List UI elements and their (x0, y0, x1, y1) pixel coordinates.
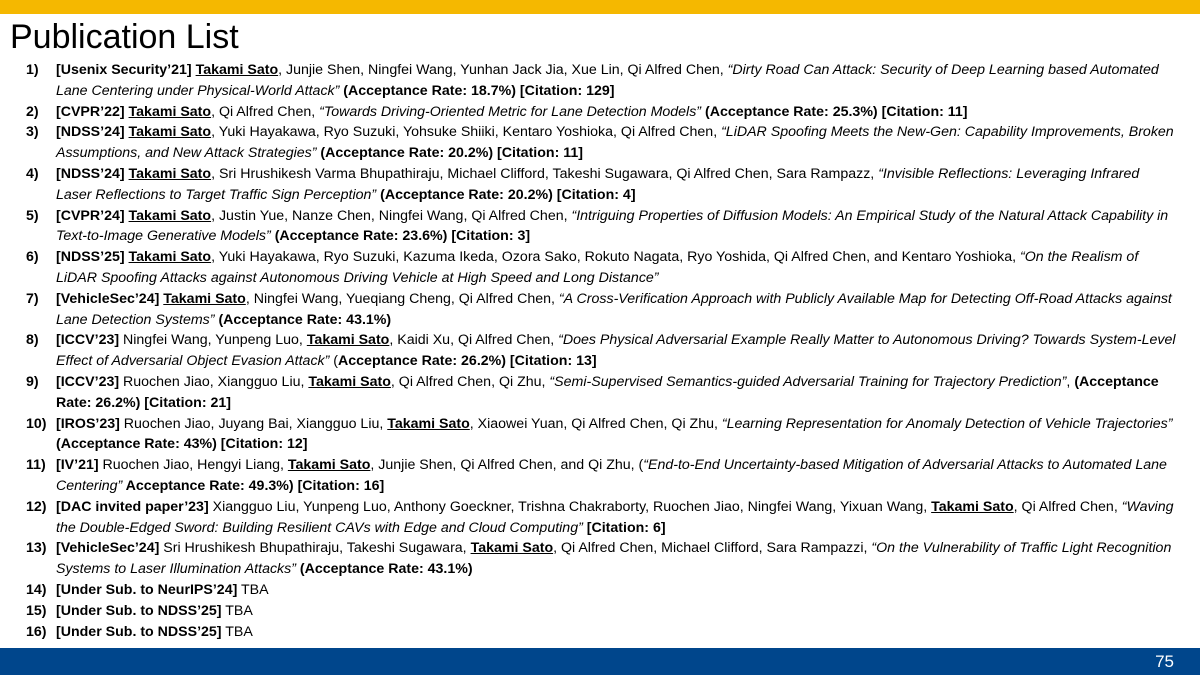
acceptance-citation: (Acceptance Rate: 43.1%) (214, 311, 392, 328)
authors-before: Ruochen Jiao, Juyang Bai, Xiangguo Liu, (119, 415, 388, 432)
authors-after: , Xiaowei Yuan, Qi Alfred Chen, Qi Zhu, (469, 415, 722, 432)
pub-number: 7) (26, 290, 39, 307)
venue-label: [VehicleSec’24] (56, 540, 160, 557)
venue-label: [IV’21] (56, 457, 99, 474)
venue-label: [Under Sub. to NeurIPS’24] (56, 581, 238, 598)
pub-number: 13) (26, 540, 47, 557)
publication-item (26, 102, 1176, 123)
authors-before: TBA (237, 581, 269, 598)
publication-item (26, 580, 1176, 601)
publication-item (26, 372, 1176, 414)
authors-before: Ruochen Jiao, Xiangguo Liu, (119, 373, 309, 390)
highlighted-author: Takami Sato (128, 207, 212, 224)
publication-item (26, 164, 1176, 206)
pub-number: 9) (26, 373, 39, 390)
acceptance-citation: Acceptance Rate: 49.3%) [Citation: 16] (122, 477, 385, 494)
pub-number: 5) (26, 207, 39, 224)
publication-item (26, 206, 1176, 248)
authors-after: , Yuki Hayakawa, Ryo Suzuki, Kazuma Ikeda, Ozora Sako, Rokuto Nagata, Ryo Yoshida, Qi Alfred Chen, and Kentaro Yoshioka, (211, 249, 1020, 266)
highlighted-author: Takami Sato (306, 332, 390, 349)
authors-before: TBA (221, 602, 253, 619)
top-accent-bar (0, 0, 1200, 14)
acceptance-citation: (Acceptance Rate: 43%) [Citation: 12] (56, 436, 308, 453)
acceptance-citation: (Acceptance Rate: 23.6%) [Citation: 3] (270, 228, 531, 245)
separator-text: , (1066, 373, 1075, 390)
pub-number: 3) (26, 124, 39, 141)
pub-number: 2) (26, 103, 39, 120)
publication-item (26, 60, 1176, 102)
paper-title: “End-to-End Uncertainty-based Mitigation of Adversarial Attacks to Automated Lane Centering” (56, 457, 1167, 494)
authors-after: , Qi Alfred Chen, (1013, 498, 1122, 515)
authors-before: TBA (221, 623, 253, 640)
highlighted-author: Takami Sato (195, 62, 279, 78)
publication-item (26, 330, 1176, 372)
authors-before: Sri Hrushikesh Bhupathiraju, Takeshi Sugawara, (159, 540, 471, 557)
venue-label: [CVPR’24] (56, 207, 125, 224)
publication-item (26, 538, 1176, 580)
paper-title: “A Cross-Verification Approach with Publicly Available Map for Detecting Off-Road Attacks against Lane Detection Systems” (56, 290, 1172, 328)
authors-before: Xiangguo Liu, Yunpeng Luo, Anthony Goeckner, Trishna Chakraborty, Ruochen Jiao, Ningfei Wang, Yixuan Wang, (208, 498, 932, 515)
publication-item (26, 497, 1176, 539)
pub-number: 4) (26, 165, 39, 182)
paper-title: “On the Vulnerability of Traffic Light Recognition Systems to Laser Illumination Attacks” (56, 540, 1172, 578)
pub-number: 12) (26, 498, 47, 515)
paper-title: “Invisible Reflections: Leveraging Infrared Laser Reflections to Target Traffic Sign Perception” (56, 165, 1140, 203)
paper-title: “Does Physical Adversarial Example Really Matter to Autonomous Driving? Towards System-Level Effect of Adversarial Object Evasion Attack” (56, 332, 1176, 370)
footer-bar (0, 648, 1200, 675)
authors-before: Ningfei Wang, Yunpeng Luo, (119, 332, 307, 349)
highlighted-author: Takami Sato (128, 165, 212, 182)
highlighted-author: Takami Sato (128, 249, 212, 266)
highlighted-author: Takami Sato (163, 290, 246, 307)
paper-title: “Towards Driving-Oriented Metric for Lane Detection Models” (319, 103, 702, 120)
highlighted-author: Takami Sato (470, 540, 554, 557)
venue-label: [VehicleSec’24] (56, 290, 160, 307)
acceptance-citation: (Acceptance Rate: 20.2%) [Citation: 4] (376, 186, 636, 203)
publication-item (26, 455, 1176, 497)
venue-label: [Usenix Security’21] (56, 62, 192, 78)
page-title: Publication List (10, 18, 239, 56)
paper-title: “Learning Representation for Anomaly Detection of Vehicle Trajectories” (721, 415, 1173, 432)
acceptance-citation: (Acceptance Rate: 26.2%) [Citation: 21] (56, 373, 1159, 411)
pub-number: 14) (26, 581, 47, 598)
venue-label: [ICCV’23] (56, 332, 120, 349)
publication-item (26, 289, 1176, 331)
paper-title: “LiDAR Spoofing Meets the New-Gen: Capability Improvements, Broken Assumptions, and New Attack Strategies” (56, 124, 1174, 162)
highlighted-author: Takami Sato (128, 103, 212, 120)
authors-after: , Sri Hrushikesh Varma Bhupathiraju, Michael Clifford, Takeshi Sugawara, Qi Alfred Chen, Sara Rampazz, (211, 165, 879, 182)
highlighted-author: Takami Sato (931, 498, 1014, 515)
publication-item (26, 622, 1176, 643)
separator-text: ( (329, 353, 339, 370)
page-number: 75 (1155, 652, 1174, 671)
pub-number: 8) (26, 332, 39, 349)
publication-item (26, 601, 1176, 622)
acceptance-citation: [Citation: 6] (582, 519, 666, 536)
acceptance-citation: (Acceptance Rate: 20.2%) [Citation: 11] (316, 145, 583, 162)
authors-after: , Ningfei Wang, Yueqiang Cheng, Qi Alfred Chen, (245, 290, 559, 307)
paper-title: “Intriguing Properties of Diffusion Models: An Empirical Study of the Natural Attack Capability in Text-to-Image Generative Models” (56, 207, 1169, 245)
authors-after: , Qi Alfred Chen, Qi Zhu, (390, 373, 550, 390)
acceptance-citation: (Acceptance Rate: 25.3%) [Citation: 11] (701, 103, 968, 120)
highlighted-author: Takami Sato (308, 373, 391, 390)
venue-label: [DAC invited paper’23] (56, 498, 209, 515)
pub-number: 10) (26, 415, 47, 432)
highlighted-author: Takami Sato (287, 457, 371, 474)
authors-after: , Justin Yue, Nanze Chen, Ningfei Wang, Qi Alfred Chen, (211, 207, 572, 224)
venue-label: [NDSS’24] (56, 124, 125, 141)
authors-after: , Qi Alfred Chen, Michael Clifford, Sara Rampazzi, (553, 540, 872, 557)
venue-label: [NDSS’25] (56, 249, 125, 266)
venue-label: [ICCV’23] (56, 373, 120, 390)
authors-before: Ruochen Jiao, Hengyi Liang, (98, 457, 288, 474)
highlighted-author: Takami Sato (387, 415, 470, 432)
publication-item (26, 122, 1176, 164)
venue-label: [Under Sub. to NDSS’25] (56, 623, 222, 640)
venue-label: [Under Sub. to NDSS’25] (56, 602, 222, 619)
paper-title: “On the Realism of LiDAR Spoofing Attacks against Autonomous Driving Vehicle at High Speed and Long Distance” (56, 249, 1139, 286)
paper-title: “Semi-Supervised Semantics-guided Adversarial Training for Trajectory Prediction” (549, 373, 1067, 390)
authors-after: , Junjie Shen, Ningfei Wang, Yunhan Jack Jia, Xue Lin, Qi Alfred Chen, (278, 62, 728, 78)
pub-number: 11) (26, 457, 46, 474)
publication-item (26, 247, 1176, 289)
pub-number: 6) (26, 249, 39, 266)
authors-after: , Kaidi Xu, Qi Alfred Chen, (389, 332, 559, 349)
pub-number: 1) (26, 62, 39, 78)
venue-label: [CVPR’22] (56, 103, 125, 120)
acceptance-citation: Acceptance Rate: 26.2%) [Citation: 13] (338, 353, 597, 370)
acceptance-citation: (Acceptance Rate: 18.7%) [Citation: 129] (339, 82, 615, 99)
highlighted-author: Takami Sato (128, 124, 212, 141)
pub-number: 15) (26, 602, 47, 619)
authors-after: , Junjie Shen, Qi Alfred Chen, and Qi Zhu, ( (370, 457, 644, 474)
pub-number: 16) (26, 623, 47, 640)
acceptance-citation: (Acceptance Rate: 43.1%) (295, 561, 473, 578)
publication-item (26, 414, 1176, 456)
paper-title: “Dirty Road Can Attack: Security of Deep Learning based Automated Lane Centering under Physical-World Attack” (56, 62, 1159, 99)
authors-after: , Qi Alfred Chen, (211, 103, 320, 120)
authors-after: , Yuki Hayakawa, Ryo Suzuki, Yohsuke Shiiki, Kentaro Yoshioka, Qi Alfred Chen, (211, 124, 722, 141)
publication-list (26, 60, 1176, 642)
venue-label: [NDSS’24] (56, 165, 125, 182)
venue-label: [IROS’23] (56, 415, 120, 432)
paper-title: “Waving the Double-Edged Sword: Building Resilient CAVs with Edge and Cloud Computing” (56, 498, 1174, 536)
